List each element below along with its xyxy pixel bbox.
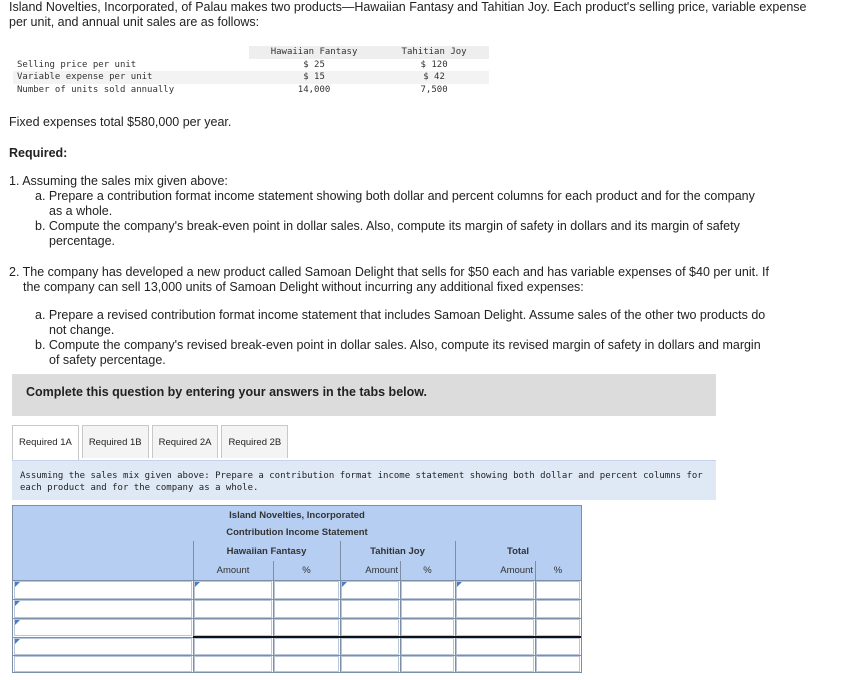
total-amount-input[interactable]: [456, 600, 534, 618]
tahitian-value: 7,500: [379, 84, 489, 97]
answer-banner: [12, 374, 716, 416]
total-percent-input[interactable]: [536, 638, 580, 655]
requirement-2a: a. Prepare a revised contribution format income statement that includes Samoan Delight. Assume sales of the other two products do not change.: [35, 307, 766, 337]
row-label: Selling price per unit: [13, 59, 249, 72]
hawaiian-percent-input[interactable]: [274, 619, 339, 636]
statement-label-input[interactable]: [14, 638, 192, 655]
fixed-expenses-text: Fixed expenses total $580,000 per year.: [9, 115, 232, 129]
total-amount-input[interactable]: [456, 581, 534, 599]
total-percent-input[interactable]: [536, 619, 580, 636]
total-percent-header: %: [553, 565, 563, 576]
input-marker-icon: [195, 582, 200, 587]
tahitian-amount-input[interactable]: [341, 638, 399, 655]
input-marker-icon: [15, 620, 20, 625]
requirement-tabs: [12, 425, 291, 460]
statement-label-input[interactable]: [14, 656, 192, 672]
tahitian-percent-header: %: [423, 565, 432, 576]
group-hawaiian: Hawaiian Fantasy: [226, 545, 307, 557]
total-percent-input[interactable]: [536, 656, 580, 672]
hawaiian-amount-header: Amount: [216, 565, 250, 576]
banner-text: Complete this question by entering your answers in the tabs below.: [26, 385, 427, 399]
group-header-row: [13, 541, 581, 561]
requirement-1a: a. Prepare a contribution format income statement showing both dollar and percent columns for each product and for the company as a whole.: [35, 189, 755, 218]
total-amount-input[interactable]: [456, 638, 534, 655]
table-row: [13, 59, 489, 72]
tahitian-amount-input[interactable]: [341, 581, 399, 599]
group-tahitian: Tahitian Joy: [370, 545, 425, 557]
instruction-box: Assuming the sales mix given above: Prepare a contribution format income statement showing both dollar and percent columns for each product and for the company as a whole.: [12, 460, 716, 500]
tahitian-percent-input[interactable]: [401, 619, 454, 636]
tahitian-amount-input[interactable]: [341, 600, 399, 618]
table-row: [13, 84, 489, 97]
tahitian-value: $ 120: [379, 59, 489, 72]
product-data-table: [13, 46, 489, 96]
hawaiian-value: 14,000: [249, 84, 379, 97]
tab-required-1a[interactable]: Required 1A: [12, 425, 79, 460]
tahitian-value: $ 42: [379, 71, 489, 84]
requirements-list: [9, 174, 769, 368]
tahitian-amount-input[interactable]: [341, 656, 399, 672]
statement-label-input[interactable]: [14, 600, 192, 618]
requirement-2: 2. The company has developed a new product called Samoan Delight that sells for $50 each and has variable expenses of $40 per unit. If the company can sell 13,000 units of Samoan Delight without incurring any additional fixed expenses:: [9, 265, 769, 294]
company-row: [13, 506, 581, 524]
header-tahitian: Tahitian Joy: [379, 46, 489, 59]
tahitian-percent-input[interactable]: [401, 656, 454, 672]
row-label: Number of units sold annually: [13, 84, 249, 97]
tahitian-percent-input[interactable]: [401, 581, 454, 599]
income-statement-grid: [12, 505, 582, 673]
hawaiian-percent-input[interactable]: [274, 581, 339, 599]
row-label: Variable expense per unit: [13, 71, 249, 84]
hawaiian-percent-input[interactable]: [274, 656, 339, 672]
total-amount-header: Amount: [500, 565, 533, 576]
requirement-1: 1. Assuming the sales mix given above:: [9, 174, 228, 188]
input-marker-icon: [342, 582, 347, 587]
product-table-header: [13, 46, 489, 59]
table-row: [13, 71, 489, 84]
input-marker-icon: [15, 582, 20, 587]
requirement-2b: b. Compute the company's revised break-even point in dollar sales. Also, compute its revised margin of safety in dollars and margin of safety percentage.: [35, 337, 761, 367]
tab-required-2a[interactable]: Required 2A: [152, 425, 219, 458]
input-marker-icon: [457, 582, 462, 587]
statement-title-row: [13, 524, 581, 541]
hawaiian-amount-input[interactable]: [194, 638, 272, 655]
input-marker-icon: [15, 601, 20, 606]
total-amount-input[interactable]: [456, 619, 534, 636]
required-heading: Required:: [9, 146, 68, 160]
hawaiian-amount-input[interactable]: [194, 581, 272, 599]
hawaiian-percent-input[interactable]: [274, 600, 339, 618]
tab-required-1b[interactable]: Required 1B: [82, 425, 149, 458]
hawaiian-percent-input[interactable]: [274, 638, 339, 655]
hawaiian-value: $ 25: [249, 59, 379, 72]
company-name: Island Novelties, Incorporated: [229, 509, 365, 521]
hawaiian-amount-input[interactable]: [194, 600, 272, 618]
hawaiian-value: $ 15: [249, 71, 379, 84]
header-hawaiian: Hawaiian Fantasy: [249, 46, 379, 59]
statement-label-input[interactable]: [14, 581, 192, 599]
requirement-1b: b. Compute the company's break-even point in dollar sales. Also, compute its margin of safety in dollars and its margin of safety percentage.: [35, 219, 740, 248]
tahitian-amount-input[interactable]: [341, 619, 399, 636]
problem-intro: Island Novelties, Incorporated, of Palau makes two products—Hawaiian Fantasy and Tahitian Joy. Each product's selling price, variable expense per unit, and annual unit sales are as follows:: [9, 0, 807, 29]
tahitian-percent-input[interactable]: [401, 600, 454, 618]
column-header-row: [13, 561, 581, 580]
total-percent-input[interactable]: [536, 600, 580, 618]
hawaiian-amount-input[interactable]: [194, 619, 272, 636]
group-total: Total: [507, 545, 529, 557]
total-percent-input[interactable]: [536, 581, 580, 599]
tab-required-2b[interactable]: Required 2B: [221, 425, 288, 458]
hawaiian-amount-input[interactable]: [194, 656, 272, 672]
input-marker-icon: [15, 639, 20, 644]
total-amount-input[interactable]: [456, 656, 534, 672]
statement-title: Contribution Income Statement: [226, 527, 368, 538]
hawaiian-percent-header: %: [302, 565, 311, 576]
statement-label-input[interactable]: [14, 619, 192, 636]
tahitian-percent-input[interactable]: [401, 638, 454, 655]
tahitian-amount-header: Amount: [365, 565, 398, 576]
